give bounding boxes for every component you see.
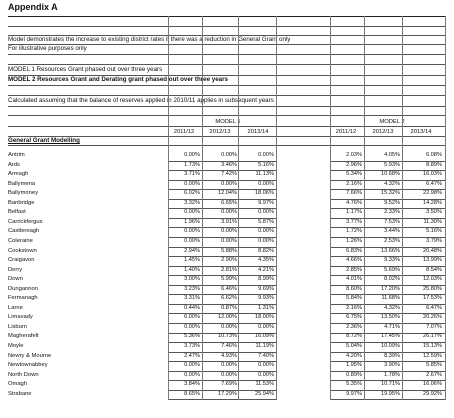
divider <box>330 152 331 400</box>
model1-value: 7.42% <box>221 171 237 178</box>
divider <box>8 95 446 96</box>
model1-value: 3.73% <box>184 343 200 349</box>
divider <box>445 152 446 400</box>
divider <box>330 16 331 154</box>
divider <box>168 152 169 400</box>
model1-value: 0.44% <box>184 304 200 311</box>
council-name: Antrim <box>8 152 25 158</box>
model2-value: 1.26% <box>346 237 362 244</box>
model1-value: 0.00% <box>258 371 274 378</box>
model2-value: 15.32% <box>381 190 400 197</box>
council-name: Omagh <box>8 381 28 388</box>
model1-value: 4.93% <box>221 352 237 359</box>
note-model1: MODEL 1 Resources Grant phased out over three years <box>8 66 163 73</box>
model1-value: 0.00% <box>221 362 237 369</box>
model1-value: 3.71% <box>184 171 200 178</box>
model2-value: 5.35% <box>346 381 362 388</box>
council-name: Ballymena <box>8 180 36 187</box>
model1-value: 10.73% <box>218 333 237 340</box>
council-name: Belfast <box>8 209 26 216</box>
model2-value: 2.16% <box>346 180 362 187</box>
model1-value: 2.47% <box>184 352 200 359</box>
model2-value: 12.59% <box>423 352 442 359</box>
model2-value: 11.68% <box>381 295 400 302</box>
model2-value: 3.77% <box>346 218 362 225</box>
model1-value: 5.87% <box>258 218 274 225</box>
year-header: 2012/13 <box>209 129 231 135</box>
model2-value: 10.68% <box>381 171 400 178</box>
model1-value: 7.69% <box>221 381 237 388</box>
model2-value: 2.03% <box>346 152 362 158</box>
model1-value: 5.88% <box>221 247 237 254</box>
model1-value: 3.32% <box>184 199 200 206</box>
model1-value: 0.00% <box>184 237 200 244</box>
year-header: 2013/14 <box>410 129 432 135</box>
divider <box>202 16 203 154</box>
model1-value: 1.73% <box>184 161 200 168</box>
council-name: Armagh <box>8 171 29 178</box>
model2-value: 8.54% <box>426 266 442 273</box>
council-name: Ballymoney <box>8 190 38 197</box>
divider <box>238 16 239 154</box>
model1-value: 18.06% <box>255 190 274 197</box>
model2-value: 25.80% <box>423 285 442 292</box>
council-name: Limavady <box>8 314 33 321</box>
model2-value: 6.08% <box>426 152 442 158</box>
council-name: Newry & Mourne <box>8 352 52 359</box>
model2-value: 4.20% <box>346 352 362 359</box>
model2-value: 5.84% <box>346 295 362 302</box>
model1-value: 0.00% <box>184 180 200 187</box>
model2-value: 15.13% <box>423 343 442 349</box>
model2-value: 16.06% <box>423 381 442 388</box>
note-model-description: Model demonstrates the increase to existing district rates if there was a reduction in General Grant only <box>8 36 291 43</box>
model2-value: 2.36% <box>346 323 362 330</box>
divider <box>364 16 365 154</box>
model1-value: 5.99% <box>221 276 237 283</box>
divider <box>402 16 403 154</box>
council-name: Down <box>8 276 23 283</box>
model1-value: 0.00% <box>258 228 274 235</box>
year-header: 2011/12 <box>173 129 195 135</box>
council-name: Ards <box>8 161 20 168</box>
model1-value: 0.00% <box>184 371 200 378</box>
model1-value: 5.36% <box>184 333 200 340</box>
model1-value: 25.94% <box>255 390 274 397</box>
model2-value: 9.97% <box>346 390 362 397</box>
council-name: Banbridge <box>8 199 35 206</box>
model2-value: 5.85% <box>426 362 442 369</box>
model2-value: 17.45% <box>381 333 400 340</box>
model2-value: 0.89% <box>346 371 362 378</box>
model1-value: 6.02% <box>184 190 200 197</box>
model2-value: 2.53% <box>384 237 400 244</box>
model2-value: 1.95% <box>346 362 362 369</box>
council-name: Dungannon <box>8 285 38 292</box>
divider <box>8 26 446 27</box>
model1-value: 2.81% <box>221 266 237 273</box>
divider <box>8 16 446 17</box>
model1-value: 0.00% <box>184 152 200 158</box>
model2-value: 5.16% <box>426 228 442 235</box>
model1-value: 11.13% <box>255 171 274 178</box>
model1-value: 0.00% <box>184 362 200 369</box>
model2-value: 5.04% <box>346 343 362 349</box>
note-model2: MODEL 2 Resources Grant and Derating grant phased out over three years <box>8 76 228 83</box>
model2-value: 4.66% <box>346 257 362 264</box>
model2-value: 7.07% <box>426 323 442 330</box>
model2-value: 12.03% <box>423 276 442 283</box>
note-illustrative: For illustrative purposes only <box>8 45 87 52</box>
model2-value: 2.16% <box>346 304 362 311</box>
model2-value: 3.90% <box>384 362 400 369</box>
model1-value: 7.40% <box>258 352 274 359</box>
model1-value: 0.00% <box>258 180 274 187</box>
divider <box>8 106 446 107</box>
model1-value: 9.69% <box>258 285 274 292</box>
model1-value: 0.87% <box>221 304 237 311</box>
model1-value: 0.00% <box>221 228 237 235</box>
model1-value: 16.09% <box>255 333 274 340</box>
model1-value: 4.21% <box>258 266 274 273</box>
model2-value: 6.47% <box>426 304 442 311</box>
model1-value: 1.31% <box>258 304 274 311</box>
model1-value: 0.00% <box>221 180 237 187</box>
model2-value: 3.50% <box>426 209 442 216</box>
model1-value: 0.00% <box>184 323 200 330</box>
model1-value: 2.90% <box>221 257 237 264</box>
model2-value: 4.76% <box>346 199 362 206</box>
model2-value: 5.69% <box>384 266 400 273</box>
model2-value: 2.67% <box>426 371 442 378</box>
model1-value: 1.96% <box>184 218 200 225</box>
model1-value: 6.46% <box>221 285 237 292</box>
model1-value: 12.04% <box>218 190 237 197</box>
model2-value: 10.71% <box>381 381 400 388</box>
model1-value: 18.00% <box>255 314 274 321</box>
council-name: Lisburn <box>8 323 28 330</box>
council-name: Carrickfergus <box>8 218 43 225</box>
year-header: 2011/12 <box>335 129 357 135</box>
council-name: Moyle <box>8 343 24 349</box>
model2-value: 16.03% <box>423 171 442 178</box>
model2-value: 8.39% <box>384 352 400 359</box>
model1-value: 3.91% <box>221 218 237 225</box>
divider <box>276 16 277 154</box>
divider <box>8 126 446 127</box>
council-name: Newtownabbey <box>8 362 48 369</box>
model2-value: 6.47% <box>426 180 442 187</box>
model2-value: 29.92% <box>423 390 442 397</box>
model2-value: 10.09% <box>381 343 400 349</box>
council-name: Craigavon <box>8 257 35 264</box>
model2-value: 7.66% <box>346 190 362 197</box>
model2-value: 7.53% <box>384 218 400 225</box>
model1-value: 9.93% <box>258 295 274 302</box>
model1-value: 3.00% <box>184 276 200 283</box>
model2-value: 14.28% <box>423 199 442 206</box>
year-header: 2013/14 <box>247 129 269 135</box>
divider <box>8 85 446 86</box>
model2-value: 17.53% <box>423 295 442 302</box>
model2-value: 3.44% <box>384 228 400 235</box>
model2-value: 20.26% <box>423 314 442 321</box>
council-name: Strabane <box>8 390 32 397</box>
model1-value: 0.00% <box>184 228 200 235</box>
divider <box>330 399 445 400</box>
model1-value: 8.99% <box>258 276 274 283</box>
model2-value: 8.72% <box>346 333 362 340</box>
model1-value: 11.53% <box>255 381 274 388</box>
model1-value: 9.97% <box>258 199 274 206</box>
model2-value: 4.05% <box>384 152 400 158</box>
divider <box>276 152 277 400</box>
model1-value: 6.62% <box>221 295 237 302</box>
council-name: North Down <box>8 371 39 378</box>
model2-value: 8.60% <box>346 285 362 292</box>
model1-value: 7.46% <box>221 343 237 349</box>
model2-value: 6.83% <box>346 247 362 254</box>
model2-value: 9.33% <box>384 257 400 264</box>
model1-value: 0.00% <box>221 371 237 378</box>
model2-value: 4.32% <box>384 180 400 187</box>
council-name: Magherafelt <box>8 333 39 340</box>
appendix-sheet <box>8 2 446 416</box>
model2-value: 9.52% <box>384 199 400 206</box>
model2-value: 19.95% <box>381 390 400 397</box>
divider <box>8 115 446 116</box>
divider <box>168 399 276 400</box>
model2-value: 2.33% <box>384 209 400 216</box>
model2-value: 4.32% <box>384 304 400 311</box>
council-name: Fermanagh <box>8 295 38 302</box>
divider <box>402 152 403 400</box>
model1-value: 6.00% <box>184 314 200 321</box>
model2-value: 1.17% <box>346 209 362 216</box>
divider <box>238 152 239 400</box>
model1-value: 4.35% <box>258 257 274 264</box>
model2-value: 3.79% <box>426 237 442 244</box>
model2-value: 2.96% <box>346 161 362 168</box>
model2-value: 4.71% <box>384 323 400 330</box>
model1-value: 1.45% <box>184 257 200 264</box>
divider <box>364 152 365 400</box>
model1-value: 12.00% <box>218 314 237 321</box>
model1-value: 2.94% <box>184 247 200 254</box>
divider <box>8 64 446 65</box>
model2-value: 6.75% <box>346 314 362 321</box>
model1-value: 0.00% <box>221 209 237 216</box>
model1-value: 0.00% <box>221 152 237 158</box>
model2-value: 26.17% <box>423 333 442 340</box>
model1-value: 0.00% <box>258 237 274 244</box>
model2-value: 1.72% <box>346 228 362 235</box>
council-name: Castlereagh <box>8 228 40 235</box>
model2-value: 8.89% <box>426 161 442 168</box>
model1-value: 3.46% <box>221 161 237 168</box>
model1-value: 3.23% <box>184 285 200 292</box>
model1-value: 5.16% <box>258 161 274 168</box>
divider <box>168 16 169 154</box>
council-name: Larne <box>8 304 23 311</box>
general-grant-heading: General Grant Modelling <box>8 137 80 144</box>
model1-value: 6.65% <box>221 199 237 206</box>
model2-value: 11.30% <box>423 218 442 225</box>
model1-value: 0.00% <box>258 323 274 330</box>
model2-value: 1.78% <box>384 371 400 378</box>
model2-value: 4.01% <box>346 276 362 283</box>
model1-value: 11.19% <box>255 343 274 349</box>
model1-value: 0.00% <box>258 152 274 158</box>
council-name: Coleraine <box>8 237 33 244</box>
model2-value: 22.98% <box>423 190 442 197</box>
model2-value: 20.48% <box>423 247 442 254</box>
model2-value: 13.66% <box>381 247 400 254</box>
divider <box>8 145 446 146</box>
divider <box>445 16 446 154</box>
divider <box>202 152 203 400</box>
model1-heading: MODEL 1 <box>215 119 241 125</box>
model1-value: 1.40% <box>184 266 200 273</box>
model2-value: 17.20% <box>381 285 400 292</box>
model2-value: 5.93% <box>384 161 400 168</box>
model1-value: 3.84% <box>184 381 200 388</box>
divider <box>8 54 446 55</box>
model1-value: 8.82% <box>258 247 274 254</box>
model2-heading: MODEL 2 <box>379 119 405 125</box>
council-name: Derry <box>8 266 23 273</box>
model1-value: 8.65% <box>184 390 200 397</box>
model1-value: 0.00% <box>258 362 274 369</box>
model2-value: 8.02% <box>384 276 400 283</box>
appendix-title: Appendix A <box>8 2 58 12</box>
model1-value: 3.31% <box>184 295 200 302</box>
model1-value: 0.00% <box>221 323 237 330</box>
model1-value: 0.00% <box>184 209 200 216</box>
year-header: 2012/13 <box>372 129 394 135</box>
model2-value: 5.34% <box>346 171 362 178</box>
model2-value: 13.50% <box>381 314 400 321</box>
model2-value: 13.99% <box>423 257 442 264</box>
council-name: Cookstown <box>8 247 37 254</box>
model1-value: 17.29% <box>218 390 237 397</box>
note-assumption: Calculated assuming that the balance of reserves applied in 2010/11 applies in subsequent years <box>8 97 274 104</box>
model1-value: 0.00% <box>221 237 237 244</box>
model1-value: 0.00% <box>258 209 274 216</box>
model2-value: 2.85% <box>346 266 362 273</box>
